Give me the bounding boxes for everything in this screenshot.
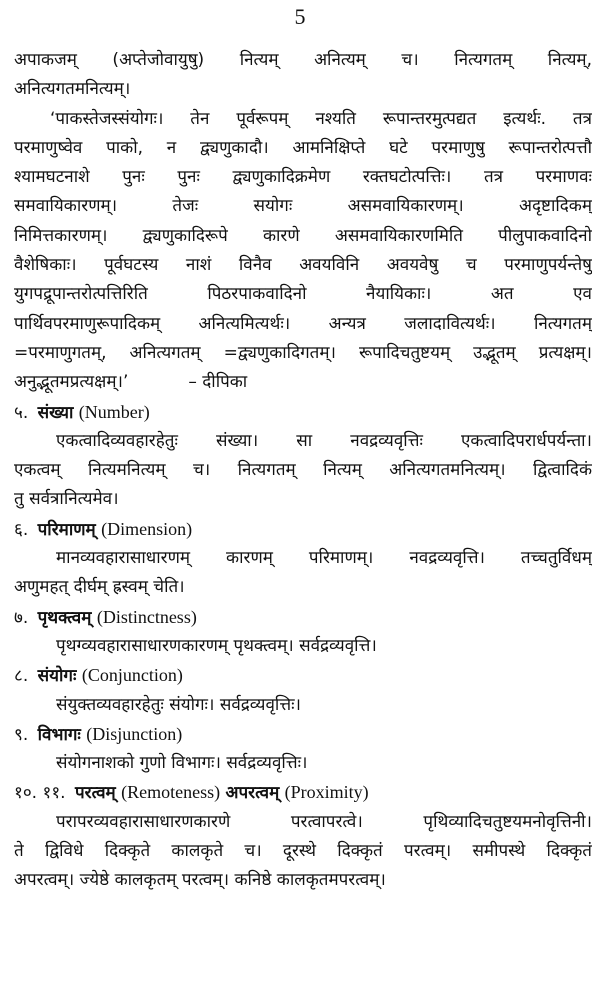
text-line: एकत्वम् नित्यमनित्यम् च। नित्यगतम् नित्यम् अनित्यगतमनित्यम्। द्वित्वादिकं <box>14 460 592 481</box>
text-line: संयोगनाशको गुणो विभागः। सर्वद्रव्यवृत्तिः। <box>56 753 308 774</box>
text-line: अपरत्वम्। ज्येष्ठे कालकृतम् परत्वम्। कनिष्ठे कालकृतमपरत्वम्। <box>14 870 386 891</box>
text-line: अपाकजम् (अप्तेजोवायुषु) नित्यम् अनित्यम् च। नित्यगतम् नित्यम्, <box>14 50 592 70</box>
text-line: तु सर्वत्रानित्यमेव। <box>14 489 119 510</box>
text-line: अनित्यगतमनित्यम्। <box>14 79 131 100</box>
section-english-title: (Dimension) <box>101 518 193 539</box>
section-english-title: (Number) <box>78 401 150 422</box>
section-number: ६. <box>14 519 29 540</box>
section-title: पृथक्त्वम् <box>37 607 92 628</box>
section-english-title: (Remoteness) <box>121 782 221 803</box>
text-line: =परमाणुगतम्, अनित्यगतम् =द्व्यणुकादिगतम्। रूपादिचतुष्टयम् उद्भूतम् प्रत्यक्षम्। <box>14 342 592 363</box>
text-line: संयुक्तव्यवहारहेतुः संयोगः। सर्वद्रव्यवृत्तिः। <box>56 694 301 715</box>
page-body <box>14 46 592 896</box>
text-line: श्यामघटनाशे पुनः पुनः द्व्यणुकादिक्रमेण रक्तघटोत्पत्तिः। तत्र परमाणवः <box>14 167 592 188</box>
quote-source: – दीपिका <box>188 372 248 393</box>
section-title: विभागः <box>37 724 81 745</box>
text-line: पृथग्व्यवहारासाधारणकारणम् पृथक्त्वम्। सर्वद्रव्यवृत्ति। <box>56 635 377 656</box>
section-heading <box>14 398 592 427</box>
section-heading <box>14 778 592 807</box>
text-line: पार्थिवपरमाणुरूपादिकम् अनित्यमित्यर्थः। अन्यत्र जलादावित्यर्थः। नित्यगतम् <box>14 313 592 334</box>
text-line: समवायिकारणम्। तेजः सयोगः असमवायिकारणम्। अदृष्टादिकम् <box>14 196 592 217</box>
text-line: निमित्तकारणम्। द्व्यणुकादिरूपे कारणे असमवायिकारणमिति पीलुपाकवादिनो <box>14 225 592 246</box>
section-title-2: अपरत्वम् <box>225 783 280 804</box>
section-number: ७. <box>14 607 29 628</box>
section-title: संख्या <box>37 402 74 423</box>
section-number: ९. <box>14 724 29 745</box>
section-heading <box>14 720 592 749</box>
text-line: अणुमहत् दीर्घम् ह्रस्वम् चेति। <box>14 577 185 598</box>
quote-last-text: अनुद्भूतमप्रत्यक्षम्।’ <box>14 372 129 393</box>
quote-end-line <box>14 368 592 397</box>
section-heading <box>14 603 592 632</box>
section-english-title: (Conjunction) <box>81 665 183 686</box>
text-line: परमाणुष्वेव पाको, न द्व्यणुकादौ। आमनिक्षिप्ते घटे परमाणुषु रूपान्तरोत्पत्तौ <box>14 137 592 158</box>
page-number: 5 <box>294 4 306 29</box>
section-number: ५. <box>14 402 29 423</box>
text-line: परापरव्यवहारासाधारणकारणे परत्वापरत्वे। पृथिव्यादिचतुष्टयमनोवृत्तिनी। <box>56 811 592 832</box>
text-line: मानव्यवहारासाधारणम् कारणम् परिमाणम्। नवद्रव्यवृत्ति। तच्चतुर्विधम् <box>56 548 592 569</box>
text-line: ‘पाकस्तेजस्संयोगः। तेन पूर्वरूपम् नश्यति रूपान्तरमुत्पद्यत इत्यर्थः. तत्र <box>50 108 592 129</box>
text-line: ते द्विविधे दिक्कृते कालकृते च। दूरस्थे दिक्कृतं परत्वम्। समीपस्थे दिक्कृतं <box>14 841 592 862</box>
section-english-title: (Distinctness) <box>96 606 197 627</box>
section-number: १०. ११. <box>14 783 66 804</box>
section-english-title: (Disjunction) <box>86 723 183 744</box>
section-number: ८. <box>14 666 29 687</box>
section-heading <box>14 515 592 544</box>
section-english-title-2: (Proximity) <box>284 782 369 803</box>
text-line: एकत्वादिव्यवहारहेतुः संख्या। सा नवद्रव्यवृत्तिः एकत्वादिपरार्धपर्यन्ता। <box>56 430 592 451</box>
text-line: वैशेषिकाः। पूर्वघटस्य नाशं विनैव अवयविनि अवयवेषु च परमाणुपर्यन्तेषु <box>14 255 592 276</box>
section-title: परत्वम् <box>74 783 116 804</box>
section-title: संयोगः <box>37 666 77 687</box>
section-title: परिमाणम् <box>37 519 96 540</box>
section-heading <box>14 661 592 690</box>
text-line: युगपद्रूपान्तरोत्पत्तिरिति पिठरपाकवादिनो नैयायिकाः। अत एव <box>14 284 592 305</box>
